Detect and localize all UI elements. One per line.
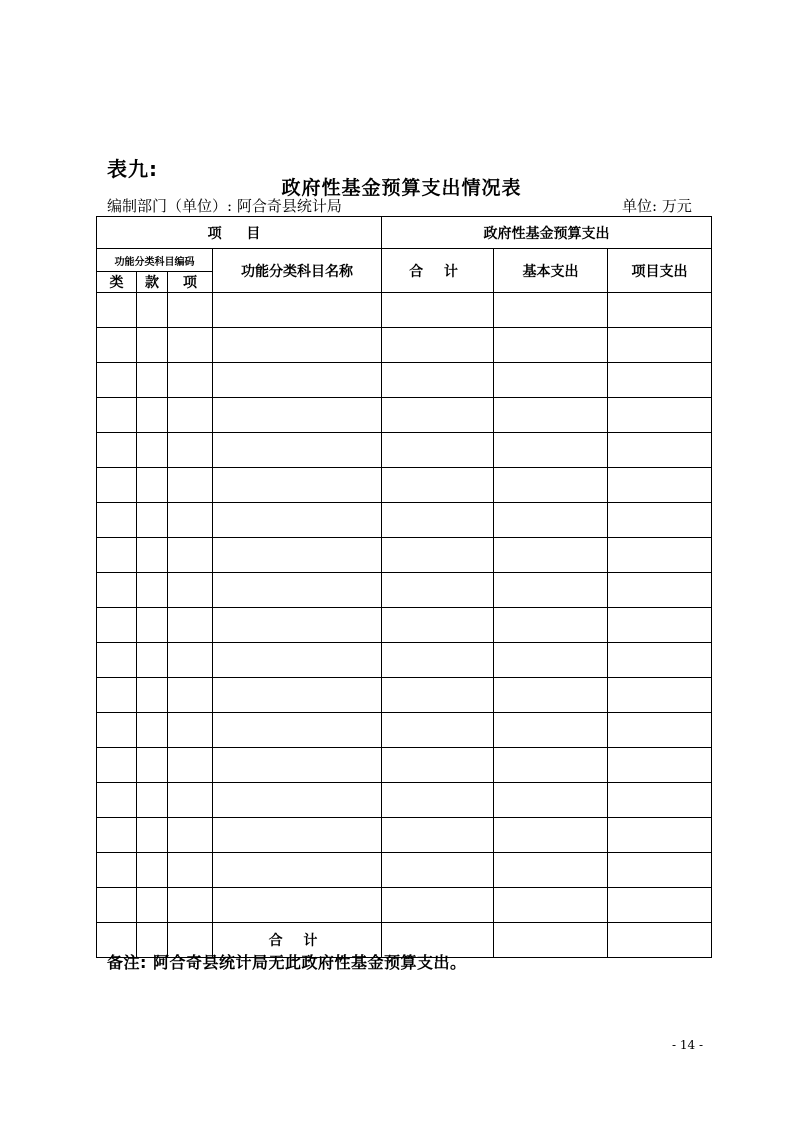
table-cell — [494, 608, 608, 643]
table-cell — [137, 678, 168, 713]
table-cell — [608, 783, 712, 818]
table-cell — [213, 608, 382, 643]
table-cell — [168, 678, 213, 713]
table-cell — [168, 573, 213, 608]
unit-label: 单位: 万元 — [622, 197, 692, 215]
table-cell — [213, 783, 382, 818]
table-cell — [213, 328, 382, 363]
table-cell — [608, 573, 712, 608]
table-cell — [97, 608, 137, 643]
header-budget-group: 政府性基金预算支出 — [382, 217, 712, 249]
header-item-group: 项 目 — [97, 217, 382, 249]
table-cell — [168, 468, 213, 503]
table-cell — [494, 853, 608, 888]
table-cell — [168, 783, 213, 818]
table-cell — [137, 468, 168, 503]
header-code: 功能分类科目编码 — [97, 249, 213, 272]
table-cell — [97, 678, 137, 713]
table-cell — [168, 713, 213, 748]
table-cell — [97, 398, 137, 433]
table-cell — [168, 363, 213, 398]
table-row — [97, 818, 712, 853]
table-cell — [213, 643, 382, 678]
table-cell — [137, 433, 168, 468]
table-row — [97, 608, 712, 643]
table-cell — [168, 328, 213, 363]
table-cell — [494, 433, 608, 468]
table-cell — [382, 608, 494, 643]
table-cell — [97, 538, 137, 573]
table-cell — [382, 678, 494, 713]
table-cell — [608, 748, 712, 783]
table-cell — [137, 293, 168, 328]
table-cell — [494, 748, 608, 783]
table-cell — [97, 853, 137, 888]
table-cell — [213, 363, 382, 398]
table-row — [97, 363, 712, 398]
table-cell — [608, 608, 712, 643]
table-cell — [494, 643, 608, 678]
table-cell — [137, 713, 168, 748]
table-cell — [168, 398, 213, 433]
table-cell — [382, 293, 494, 328]
table-cell — [494, 573, 608, 608]
table-row — [97, 503, 712, 538]
table-cell — [97, 888, 137, 923]
header-xiang: 项 — [168, 272, 213, 293]
table-cell — [382, 643, 494, 678]
table-cell — [168, 293, 213, 328]
table-cell — [213, 573, 382, 608]
table-cell — [382, 783, 494, 818]
table-row — [97, 573, 712, 608]
table-cell — [137, 853, 168, 888]
table-cell — [137, 783, 168, 818]
table-cell — [97, 818, 137, 853]
table-cell — [494, 538, 608, 573]
table-cell — [608, 538, 712, 573]
table-cell — [608, 853, 712, 888]
table-cell — [382, 503, 494, 538]
table-cell — [382, 328, 494, 363]
header-name: 功能分类科目名称 — [213, 249, 382, 293]
table-cell — [382, 538, 494, 573]
table-cell — [213, 748, 382, 783]
table-row — [97, 853, 712, 888]
table-number-label: 表九: — [107, 157, 158, 181]
table-row — [97, 398, 712, 433]
table-cell — [608, 293, 712, 328]
table-row — [97, 433, 712, 468]
table-cell — [213, 433, 382, 468]
table-cell — [494, 783, 608, 818]
table-row — [97, 888, 712, 923]
table-cell — [382, 433, 494, 468]
table-cell — [494, 678, 608, 713]
table-cell — [382, 468, 494, 503]
table-cell — [382, 713, 494, 748]
table-cell — [608, 433, 712, 468]
table-cell — [97, 293, 137, 328]
table-cell — [137, 503, 168, 538]
remark-note: 备注: 阿合奇县统计局无此政府性基金预算支出。 — [107, 953, 467, 972]
table-cell — [494, 398, 608, 433]
table-row — [97, 293, 712, 328]
table-cell — [213, 818, 382, 853]
table-cell — [168, 608, 213, 643]
table-cell — [213, 468, 382, 503]
table-cell — [608, 363, 712, 398]
table-cell — [97, 783, 137, 818]
table-cell — [608, 643, 712, 678]
header-total: 合 计 — [382, 249, 494, 293]
table-cell — [137, 328, 168, 363]
table-row — [97, 678, 712, 713]
table-cell — [137, 818, 168, 853]
table-row — [97, 748, 712, 783]
table-cell — [137, 608, 168, 643]
header-basic: 基本支出 — [494, 249, 608, 293]
table-cell — [137, 643, 168, 678]
table-cell — [213, 678, 382, 713]
table-cell — [168, 643, 213, 678]
table-cell — [97, 363, 137, 398]
table-row — [97, 468, 712, 503]
table-cell — [608, 888, 712, 923]
table-cell — [137, 363, 168, 398]
table-cell — [382, 818, 494, 853]
table-cell — [382, 853, 494, 888]
table-cell — [97, 328, 137, 363]
table-cell — [168, 538, 213, 573]
table-cell — [168, 818, 213, 853]
table-cell — [213, 503, 382, 538]
table-cell — [382, 398, 494, 433]
table-cell — [137, 748, 168, 783]
table-row — [97, 328, 712, 363]
table-cell — [97, 503, 137, 538]
budget-table — [96, 216, 712, 958]
table-cell — [382, 573, 494, 608]
table-cell — [168, 433, 213, 468]
table-cell — [494, 293, 608, 328]
header-kuan: 款 — [137, 272, 168, 293]
table-cell — [608, 468, 712, 503]
table-cell — [608, 923, 712, 958]
department-label: 编制部门（单位）: 阿合奇县统计局 — [107, 197, 342, 215]
table-cell — [213, 853, 382, 888]
table-row — [97, 643, 712, 678]
table-cell — [137, 398, 168, 433]
table-cell — [97, 573, 137, 608]
table-cell — [608, 713, 712, 748]
page-title: 政府性基金预算支出情况表 — [281, 177, 522, 199]
header-lei: 类 — [97, 272, 137, 293]
table-cell — [137, 888, 168, 923]
table-cell — [382, 363, 494, 398]
table-cell — [494, 363, 608, 398]
page-number: - 14 - — [672, 1038, 704, 1052]
table-cell — [168, 853, 213, 888]
table-cell — [168, 748, 213, 783]
table-cell — [608, 678, 712, 713]
table-row — [97, 538, 712, 573]
table-cell — [494, 328, 608, 363]
header-project: 项目支出 — [608, 249, 712, 293]
table-cell — [97, 713, 137, 748]
table-cell — [494, 923, 608, 958]
table-row — [97, 783, 712, 818]
table-cell — [97, 433, 137, 468]
table-cell — [494, 503, 608, 538]
table-cell — [137, 573, 168, 608]
table-cell — [494, 468, 608, 503]
table-cell — [382, 888, 494, 923]
table-cell — [494, 713, 608, 748]
table-cell — [213, 538, 382, 573]
table-cell — [137, 538, 168, 573]
table-cell — [382, 748, 494, 783]
table-cell — [213, 293, 382, 328]
table-cell — [213, 398, 382, 433]
table-cell — [608, 398, 712, 433]
table-cell — [97, 468, 137, 503]
total-row-label: 合 计 — [213, 923, 382, 958]
table-cell — [168, 888, 213, 923]
table-cell — [608, 328, 712, 363]
table-cell — [168, 503, 213, 538]
table-cell — [608, 818, 712, 853]
table-cell — [494, 888, 608, 923]
table-cell — [97, 643, 137, 678]
table-row — [97, 713, 712, 748]
table-cell — [97, 748, 137, 783]
table-cell — [213, 713, 382, 748]
table-cell — [494, 818, 608, 853]
table-cell — [213, 888, 382, 923]
table-cell — [608, 503, 712, 538]
